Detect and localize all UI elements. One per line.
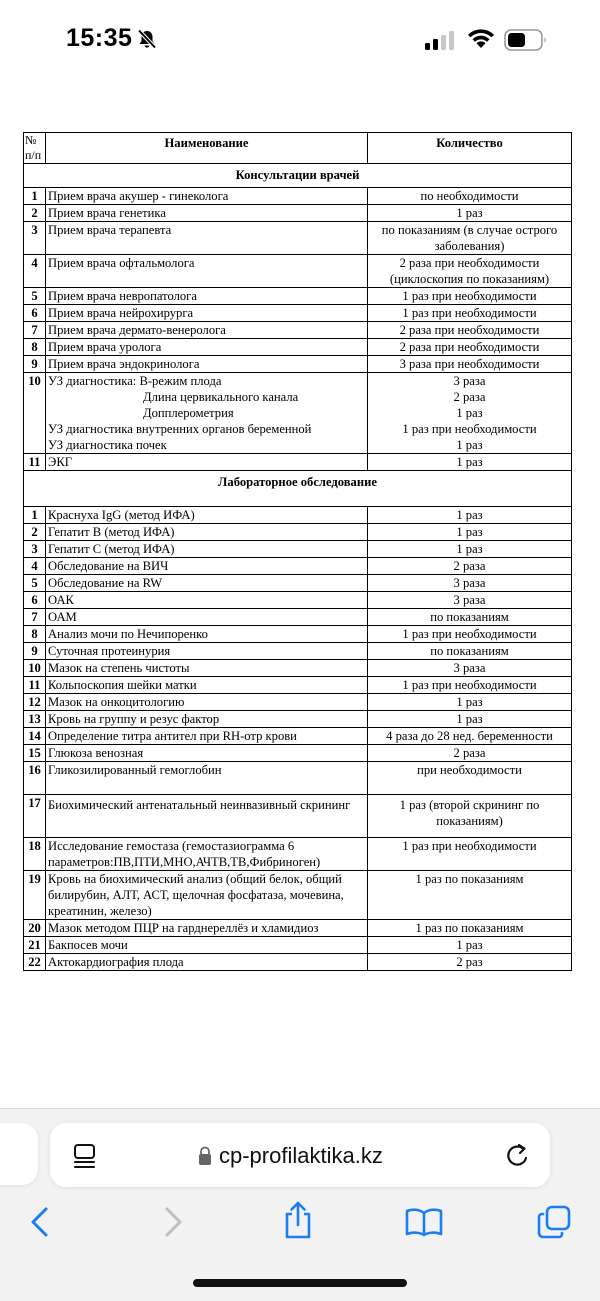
row-quantity: 1 раз — [368, 205, 572, 222]
row-name: Кровь на биохимический анализ (общий белок, общий билирубин, АЛТ, АСТ, щелочная фосфатаза, мочевина, креатинин, железо) — [46, 871, 368, 920]
row-number: 20 — [24, 920, 46, 937]
table-row — [24, 558, 572, 575]
row-quantity: 1 раз при необходимости — [368, 838, 572, 871]
row-name-line: УЗ диагностика внутренних органов беременной — [48, 422, 312, 436]
row-number: 5 — [24, 575, 46, 592]
row-name: Актокардиография плода — [46, 954, 368, 971]
table-row — [24, 643, 572, 660]
row-name: Гликозилированный гемоглобин — [46, 762, 368, 795]
row-name-line: Допплерометрия — [143, 406, 234, 420]
row-name: Прием врача невропатолога — [46, 288, 368, 305]
section-header-row — [24, 471, 572, 507]
row-quantity: 1 раз — [368, 694, 572, 711]
row-quantity: 2 раза — [368, 558, 572, 575]
row-name: Прием врача акушер - гинеколога — [46, 188, 368, 205]
row-name — [46, 373, 368, 454]
row-number: 6 — [24, 592, 46, 609]
row-name: Прием врача офтальмолога — [46, 255, 368, 288]
row-name: ЭКГ — [46, 454, 368, 471]
row-name: Мазок на степень чистоты — [46, 660, 368, 677]
row-number: 12 — [24, 694, 46, 711]
row-number: 11 — [24, 454, 46, 471]
row-quantity: 2 раза при необходимости (циклоскопия по показаниям) — [368, 255, 572, 288]
row-name: Гепатит В (метод ИФА) — [46, 524, 368, 541]
row-number: 8 — [24, 626, 46, 643]
status-bar — [0, 0, 600, 80]
row-name: Прием врача дермато-венеролога — [46, 322, 368, 339]
row-number: 18 — [24, 838, 46, 871]
row-name: Бакпосев мочи — [46, 937, 368, 954]
row-quantity: 1 раз — [368, 541, 572, 558]
lock-icon — [198, 1146, 212, 1166]
table-row — [24, 222, 572, 255]
row-quantity: 1 раз по показаниям — [368, 920, 572, 937]
row-quantity: 2 раза при необходимости — [368, 322, 572, 339]
table-row — [24, 339, 572, 356]
table-row — [24, 954, 572, 971]
reload-icon[interactable] — [505, 1142, 531, 1170]
row-quantity: 1 раз при необходимости — [368, 626, 572, 643]
table-row — [24, 677, 572, 694]
row-number: 19 — [24, 871, 46, 920]
row-quantity: по показаниям (в случае острого заболевания) — [368, 222, 572, 255]
table-row — [24, 711, 572, 728]
row-name: Прием врача нейрохирурга — [46, 305, 368, 322]
row-quantity-line: 1 раз — [456, 438, 483, 452]
row-number: 1 — [24, 188, 46, 205]
row-number: 4 — [24, 255, 46, 288]
table-row — [24, 920, 572, 937]
row-number: 22 — [24, 954, 46, 971]
row-quantity: 2 раз — [368, 954, 572, 971]
row-number: 13 — [24, 711, 46, 728]
battery-icon — [504, 29, 548, 51]
row-quantity: по показаниям — [368, 643, 572, 660]
row-quantity-line: 3 раза — [453, 374, 486, 388]
row-quantity: 1 раз — [368, 507, 572, 524]
row-name: Прием врача генетика — [46, 205, 368, 222]
table-row — [24, 205, 572, 222]
row-number: 3 — [24, 222, 46, 255]
share-icon[interactable] — [283, 1200, 313, 1240]
row-quantity: 3 раза — [368, 592, 572, 609]
row-quantity-line: 2 раза — [453, 390, 486, 404]
row-number: 7 — [24, 609, 46, 626]
table-row — [24, 745, 572, 762]
row-quantity: 2 раза при необходимости — [368, 339, 572, 356]
row-name: Прием врача уролога — [46, 339, 368, 356]
url-text[interactable]: cp-profilaktika.kz — [219, 1143, 383, 1168]
table-row — [24, 188, 572, 205]
table-row — [24, 575, 572, 592]
wifi-icon — [466, 27, 496, 49]
reader-mode-icon[interactable] — [72, 1143, 98, 1169]
section-header-row — [24, 164, 572, 188]
row-number: 11 — [24, 677, 46, 694]
row-number: 8 — [24, 339, 46, 356]
row-quantity — [368, 373, 572, 454]
row-number: 2 — [24, 205, 46, 222]
section-title: Лабораторное обследование — [24, 471, 572, 507]
table-row — [24, 454, 572, 471]
row-quantity: 1 раз (второй скрининг по показаниям) — [368, 795, 572, 838]
table-row — [24, 592, 572, 609]
row-number: 15 — [24, 745, 46, 762]
row-number: 2 — [24, 524, 46, 541]
row-quantity: 2 раза — [368, 745, 572, 762]
table-row — [24, 322, 572, 339]
row-name: Исследование гемостаза (гемостазиограмма 6 параметров:ПВ,ПТИ,МНО,АЧТВ,ТВ,Фибриноген) — [46, 838, 368, 871]
table-row — [24, 871, 572, 920]
row-name: Кольпоскопия шейки матки — [46, 677, 368, 694]
row-name: Кровь на группу и резус фактор — [46, 711, 368, 728]
table-row — [24, 937, 572, 954]
table-row — [24, 288, 572, 305]
bell-slash-icon — [136, 28, 158, 50]
row-quantity: 1 раз — [368, 711, 572, 728]
row-quantity: 1 раз при необходимости — [368, 305, 572, 322]
table-row — [24, 507, 572, 524]
row-name: Определение титра антител при RH-отр крови — [46, 728, 368, 745]
row-quantity: по необходимости — [368, 188, 572, 205]
row-number: 4 — [24, 558, 46, 575]
row-quantity: 3 раза — [368, 575, 572, 592]
table-row — [24, 795, 572, 838]
forward-icon[interactable] — [161, 1206, 185, 1238]
table-row — [24, 356, 572, 373]
row-name-line: УЗ диагностика почек — [48, 438, 167, 452]
row-number: 3 — [24, 541, 46, 558]
row-quantity: при необходимости — [368, 762, 572, 795]
row-quantity: 1 раз при необходимости — [368, 288, 572, 305]
table-row — [24, 305, 572, 322]
table-row — [24, 694, 572, 711]
row-quantity: 1 раз — [368, 454, 572, 471]
row-quantity-line: 1 раз — [456, 406, 483, 420]
status-time: 15:35 — [66, 24, 133, 52]
table-row — [24, 609, 572, 626]
row-name: Гепатит С (метод ИФА) — [46, 541, 368, 558]
row-name-line: Длина цервикального канала — [143, 390, 299, 404]
column-header-name: Наименование — [46, 133, 368, 164]
home-indicator[interactable] — [193, 1279, 407, 1287]
row-name: Обследование на RW — [46, 575, 368, 592]
row-name: ОАК — [46, 592, 368, 609]
cellular-signal-icon — [425, 30, 457, 50]
table-row — [24, 626, 572, 643]
row-quantity: 1 раз — [368, 937, 572, 954]
table-row — [24, 373, 572, 454]
row-name: Мазок на онкоцитологию — [46, 694, 368, 711]
row-quantity: 1 раз — [368, 524, 572, 541]
row-name-line: УЗ диагностика: В-режим плода — [48, 374, 222, 388]
previous-tab-preview[interactable] — [0, 1123, 38, 1185]
row-quantity-line: 1 раз при необходимости — [402, 422, 537, 436]
row-number: 9 — [24, 356, 46, 373]
row-number: 5 — [24, 288, 46, 305]
back-icon[interactable] — [28, 1206, 52, 1238]
row-name: Биохимический антенатальный неинвазивный скрининг — [46, 795, 368, 838]
row-number: 16 — [24, 762, 46, 795]
row-number: 14 — [24, 728, 46, 745]
row-quantity: по показаниям — [368, 609, 572, 626]
table-header-row — [24, 133, 572, 164]
row-quantity: 3 раза — [368, 660, 572, 677]
row-name: Суточная протеинурия — [46, 643, 368, 660]
table-row — [24, 541, 572, 558]
services-table — [23, 132, 572, 971]
row-name: Анализ мочи по Нечипоренко — [46, 626, 368, 643]
section-title: Консультации врачей — [24, 164, 572, 188]
row-number: 7 — [24, 322, 46, 339]
row-quantity: 1 раз по показаниям — [368, 871, 572, 920]
table-row — [24, 660, 572, 677]
column-header-number: № п/п — [24, 133, 46, 164]
row-name: Прием врача эндокринолога — [46, 356, 368, 373]
row-name: Обследование на ВИЧ — [46, 558, 368, 575]
row-name: ОАМ — [46, 609, 368, 626]
table-row — [24, 524, 572, 541]
row-number: 17 — [24, 795, 46, 838]
document-table-container — [23, 132, 571, 971]
row-number: 21 — [24, 937, 46, 954]
row-quantity: 3 раза при необходимости — [368, 356, 572, 373]
row-quantity: 1 раз при необходимости — [368, 677, 572, 694]
row-number: 10 — [24, 660, 46, 677]
column-header-quantity: Количество — [368, 133, 572, 164]
row-name: Мазок методом ПЦР на гарднереллёз и хламидиоз — [46, 920, 368, 937]
table-row — [24, 838, 572, 871]
row-name: Прием врача терапевта — [46, 222, 368, 255]
tabs-icon[interactable] — [537, 1205, 571, 1239]
bookmarks-icon[interactable] — [405, 1207, 443, 1237]
row-quantity: 4 раза до 28 нед. беременности — [368, 728, 572, 745]
row-name: Глюкоза венозная — [46, 745, 368, 762]
table-row — [24, 255, 572, 288]
row-number: 1 — [24, 507, 46, 524]
row-name: Краснуха IgG (метод ИФА) — [46, 507, 368, 524]
row-number: 9 — [24, 643, 46, 660]
row-number: 6 — [24, 305, 46, 322]
table-row — [24, 762, 572, 795]
row-number: 10 — [24, 373, 46, 454]
table-row — [24, 728, 572, 745]
